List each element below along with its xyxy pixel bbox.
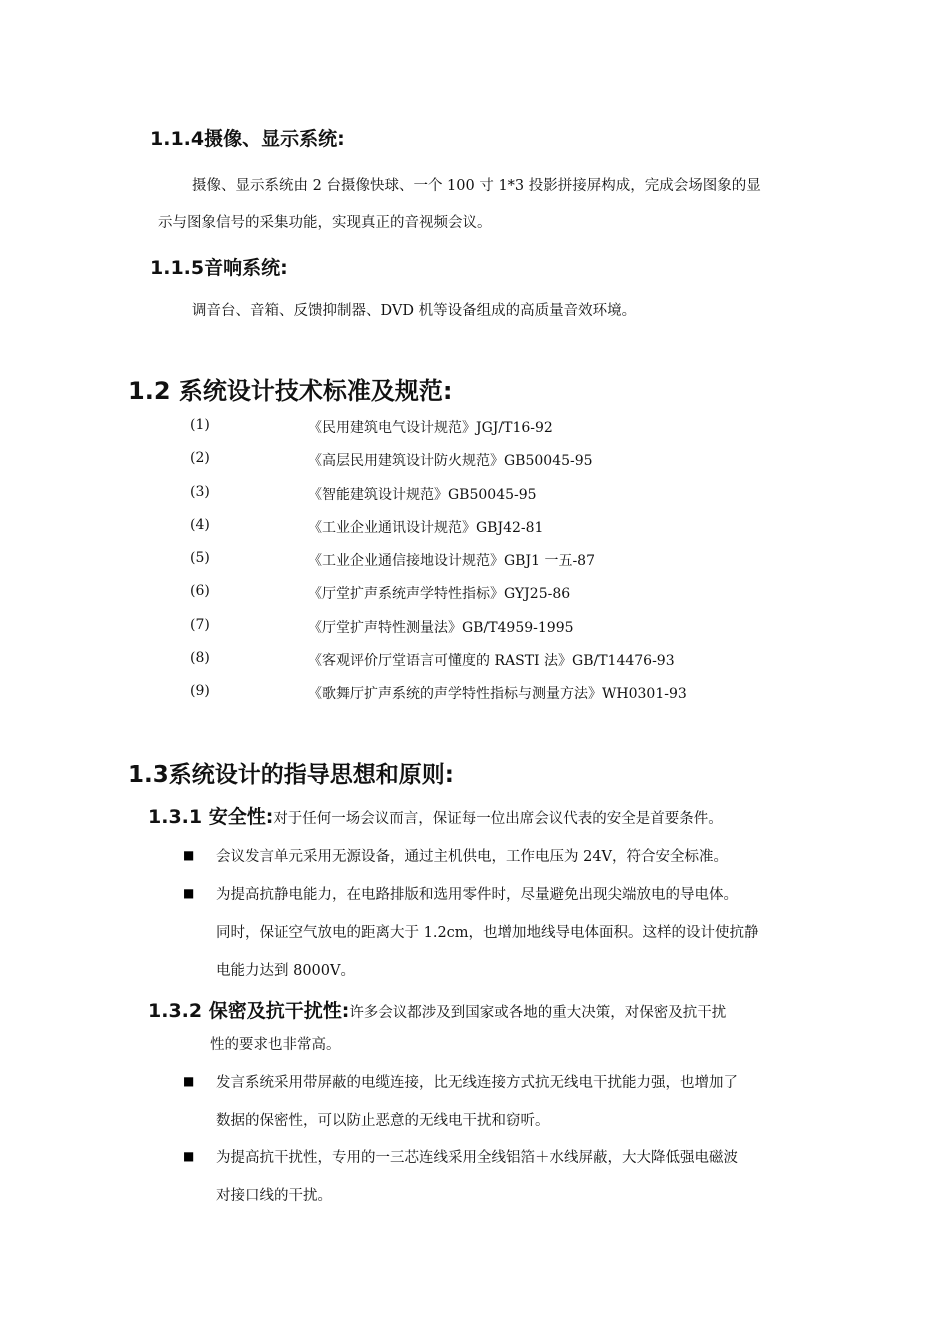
subsection-heading: 1.3.1 安全性: — [148, 806, 274, 828]
bullet-text: 数据的保密性，可以防止恶意的无线电干扰和窃听。 — [216, 1113, 550, 1129]
bullet-text: 发言系统采用带屏蔽的电缆连接，比无线连接方式抗无线电干扰能力强，也增加了 — [216, 1075, 738, 1091]
heading-1-1-5: 1.1.5音响系统: — [150, 257, 288, 279]
standard-item-text: 《工业企业通讯设计规范》GBJ42-81 — [308, 520, 544, 536]
subsection-text: 许多会议都涉及到国家或各地的重大决策，对保密及抗干扰 — [349, 1005, 727, 1021]
bullet-text: 为提高抗静电能力，在电路排版和选用零件时，尽量避免出现尖端放电的导电体。 — [216, 887, 738, 903]
standard-item-text: 《高层民用建筑设计防火规范》GB50045-95 — [308, 453, 593, 469]
standard-item-text: 《歌舞厅扩声系统的声学特性指标与测量方法》WH0301-93 — [308, 686, 687, 702]
subsection-heading: 1.3.2 保密及抗干扰性: — [148, 1000, 350, 1022]
paragraph-line: 调音台、音箱、反馈抑制器、DVD 机等设备组成的高质量音效环境。 — [192, 303, 637, 319]
standard-item-text: 《工业企业通信接地设计规范》GBJ1 一五-87 — [308, 553, 595, 569]
bullet-text: 同时，保证空气放电的距离大于 1.2cm，也增加地线导电体面积。这样的设计使抗静 — [216, 925, 759, 941]
standard-item-number: (4) — [190, 517, 210, 533]
subsection-1-3-2 — [148, 996, 726, 1023]
bullet-text: 为提高抗干扰性，专用的一三芯连线采用全线铝箔＋水线屏蔽，大大降低强电磁波 — [216, 1150, 738, 1166]
bullet-square-icon: ■ — [183, 848, 195, 862]
standard-item-number: (6) — [190, 583, 210, 599]
standard-item-text: 《智能建筑设计规范》GB50045-95 — [308, 487, 537, 503]
standard-item-number: (2) — [190, 450, 210, 466]
bullet-square-icon: ■ — [183, 1149, 195, 1163]
heading-1-1-4: 1.1.4摄像、显示系统: — [150, 128, 345, 150]
subsection-1-3-1 — [148, 802, 723, 829]
standard-item-number: (1) — [190, 417, 210, 433]
bullet-text: 电能力达到 8000V。 — [216, 963, 355, 979]
heading-1-3: 1.3系统设计的指导思想和原则: — [128, 762, 454, 788]
paragraph-line: 示与图象信号的采集功能，实现真正的音视频会议。 — [158, 215, 492, 231]
standard-item-text: 《民用建筑电气设计规范》JGJ/T16-92 — [308, 420, 553, 436]
standard-item-number: (9) — [190, 683, 210, 699]
paragraph-line: 摄像、显示系统由 2 台摄像快球、一个 100 寸 1*3 投影拼接屏构成，完成会场图象的显 — [192, 178, 761, 194]
bullet-square-icon: ■ — [183, 886, 195, 900]
subsection-text: 对于任何一场会议而言，保证每一位出席会议代表的安全是首要条件。 — [273, 811, 723, 827]
subsection-text-cont: 性的要求也非常高。 — [210, 1037, 341, 1053]
standard-item-number: (8) — [190, 650, 210, 666]
bullet-text: 对接口线的干扰。 — [216, 1188, 332, 1204]
standard-item-number: (5) — [190, 550, 210, 566]
standard-item-number: (3) — [190, 484, 210, 500]
standard-item-number: (7) — [190, 617, 210, 633]
standard-item-text: 《客观评价厅堂语言可懂度的 RASTI 法》GB/T14476-93 — [308, 653, 675, 669]
bullet-text: 会议发言单元采用无源设备，通过主机供电，工作电压为 24V，符合安全标准。 — [216, 849, 729, 865]
standard-item-text: 《厅堂扩声特性测量法》GB/T4959-1995 — [308, 620, 574, 636]
heading-1-2: 1.2 系统设计技术标准及规范: — [128, 377, 453, 405]
standard-item-text: 《厅堂扩声系统声学特性指标》GYJ25-86 — [308, 586, 571, 602]
bullet-square-icon: ■ — [183, 1074, 195, 1088]
